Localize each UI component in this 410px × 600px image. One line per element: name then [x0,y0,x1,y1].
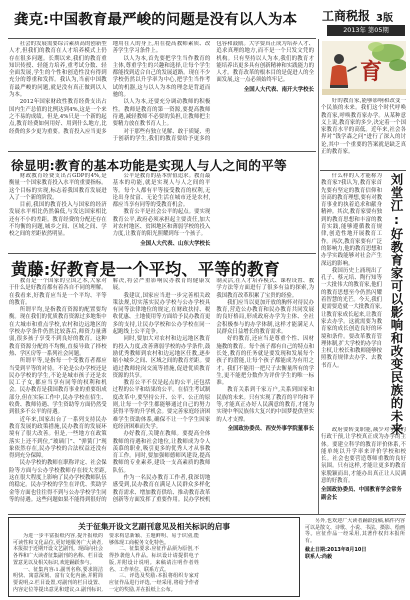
author-credit: 全国人大代表、山东大学校长 [140,240,211,247]
article-paragraph: 教育是一个国家的立国之本,大家对于什么是好教育都有着各自不同的理解。在我看来,好教育应当是一个平均、平等的教育。 [9,278,107,306]
headline-huangteng: 黄藤:好教育是一个平均、平等的教育 [11,260,280,279]
notice-title: 关于征集开设文艺副刊意见及相关标识的启事 [78,522,230,531]
notice-paragraph: 三、评选及奖励:本报将组织专家对应征作品进行评选,一经采用,将给予作者一定的奖励,并在报纸上公布。 [109,573,199,593]
article-paragraph: 对于那些有独立见解、敢于质疑、勇于创新的学生,我们的教育要给予更多的包容和鼓励。大学要真正成为培养人才、追求真理的地方,而不是一个只发文凭的机构。只有坚持以人为本,我们的教育才能培养出更多具有创新精神和实践能力的人才。教育改革的根本目的是促进人的全面发展,这一点必须始终牢记。 [112,41,314,142]
article-huangteng [9,278,314,511]
notice-side-paragraph: 另外,也欢迎广大读者踊跃投稿,稿件内容可以是散文、诗歌、小说、书法、摄影、绘画等。应征作品一经采用,其著作权归本报所有。 [305,518,405,545]
notice-paragraph: 二、征集要求:应征作品须为原创,不得抄袭他人作品。标识设计请提供电子版,并附设计说明。来稿请注明作者姓名、工作单位、联系方式。 [109,546,199,573]
article-paragraph: 好的教育,还应当是尊重个性、因材施教的教育。每个孩子都有自己的特点和长处,教育的任务就是要发现和发展每个孩子的潜能,让每个孩子都能成为有用之才。我们不能用一把尺子去衡量所有的学生,更不能把分数作为评价学生的唯一标准。 [216,336,314,387]
article-paragraph: 公平是教育的基本价值追求。教育最基本的功能,就是实现人与人之间的平等。每个人都有平等接受教育的权利,无论出身贫富、无论生活在城市还是农村,都应当享有同等的受教育机会。 [112,173,211,209]
notice-side-info [305,518,405,597]
headline-gongke: 龚克:中国教育最严峻的问题是没有以人为本 [14,12,298,28]
author-credit: 全国政协委员、西安外事学院董事长 [227,425,314,432]
notice-body [13,533,295,594]
notice-deadline: 截止日期:2013年8月10日 [305,546,367,553]
article-liutangjiang-middle [321,173,382,423]
author-credit: 全国人大代表、南开大学校长 [243,86,314,93]
rule-bottom [8,514,406,515]
article-liutangjiang-end [321,427,406,512]
headline-xuxianming: 徐显明:教育的基本功能是实现人与人之间的平等 [11,158,287,173]
article-paragraph: 什么样的人才能称为教育家?我认为,教育家首先要有坚定的教育信仰和崇高的教育理想,要有对教育事业的执着追求和献身精神。其次,教育家要有独到的教育思想和丰富的教育实践,能够遵循教育规律,创造性地开展教育工作。再次,教育家要有广泛的影响力,他的教育思想和办学实践能够对社会产生深远的影响。 [321,173,382,267]
notice-paragraph: 一、征集内容:1.副刊名称,要求简洁明快、寓意深刻、富有文化内涵,并附简要说明;2.栏目设置,对副刊的栏目设置、内容定位等提出意见和建议;3.副刊标识,要求构思新颖、主题鲜明、易于识别,能够体现工商税务文化特色。 [13,533,199,593]
author-credit: 全国政协委员、中国教育学会常务副会长 [321,487,402,501]
rule-right-column [318,39,319,514]
paper-name: 工商税报 [322,9,371,23]
article-paragraph: 财政教育经费支出占GDP的4%,是衡量一个国家教育投入水平的重要指标。这个目标的实现,标志着我国教育发展进入了一个新的阶段。 [9,173,107,201]
article-paragraph: 教育公平不仅是起点的公平,还包括过程的公平和结果的公平。在招生考试制度改革中,要坚持公开、公平、公正的原则,让每一个学生都能够通过自己的努力获得平等的升学机会。要完善家庭经济困难学生资助体系,确保不让一个学生因家庭经济困难而失学。 [112,380,211,430]
article-paragraph: 目前,我国的教育投入与国家的经济发展水平相比仍然偏低,与发达国家相比还有不小的差距。教育经费的分配还存在不均衡的问题,城乡之间、区域之间、学校之间的差距依然明显。 [9,202,107,238]
education-graphic [322,41,406,95]
page-number: 3版 [376,13,393,24]
article-paragraph: 我国历史上涌现出了孔子、蔡元培、陶行知等一大批伟大的教育家,他们的教育思想至今仍然闪耀着智慧的光芒。今天,我们更需要造就一大批教育家,让教育家成长起来,让教育家去办学。这就需要为教育家的成长创造良好的环境和条件。要改革教育管理体制,扩大学校的办学自主权,让校长和教师能够按照教育规律去办学、去教书育人。 [321,267,382,369]
article-paragraph: 政府要转变职能,减少对学校的行政干预,让学校真正成为办学的主体。要建立科学的教育评价体系,不能单纯以升学率来评价学校和校长。社会也要营造尊师重教的良好氛围。只有这样,才能让更多的教育家脱颖而出,才能办出真正让人民满意的好教育。 [321,427,406,485]
article-paragraph: 好的教育家,能够影响和改变一个民族的未来。我们这个时代呼唤教育家,呼唤教育家办学。从某种意义上说,教育家的多少,决定着一个国家教育水平的高低。近年来,社会各界对“钱学森之问”进行了深入的讨论,其中一个重要的答案就是缺乏真正的教育家。 [321,98,406,156]
article-paragraph: 教育关系到千家万户,关系到国家和民族的未来。只有实现了教育的平均和平等,才能真正办好人民满意的教育,才能为实现中华民族伟大复兴的中国梦提供坚实的人才支撑。 [216,387,314,423]
rule-divider [8,253,316,254]
headline-liutangjiang: 刘堂江:好教育家可以影响和改变民族的未来 [389,173,404,436]
article-paragraph: 同时,要加大对农村和边远地区教育的投入力度,改善薄弱学校的办学条件,鼓励优秀教师到农村和边远地区任教,逐步缩小城乡之间、区域之间的教育差距。要通过教师轮岗交流等措施,促进优质教育资源的共享。 [112,336,211,379]
article-liutangjiang-intro [321,98,406,169]
issue-label: 2013年 第05期 [327,25,405,36]
article-paragraph: 民办学校的教师在职称评定、社会保险等方面与公办学校教师存在较大差距,这在很大程度上影响了民办学校教师队伍的稳定。民办学校的学生在评优、奖助学金等方面也往往得不到与公办学校学生同等的待遇。这些问题如果不能得到很好的解决,将会严重影响民办教育的健康发展。 [9,278,211,503]
rule-divider [320,170,406,171]
article-paragraph: 作为一名民办教育工作者,我深切地感受到,民办教育在满足人民群众多样化教育需求、增加教育供给、推动教育改革创新等方面发挥了重要作用。民办学校机制灵活,在人才培养模式、课程设置、教学方法等方面进行了很多有益的探索,为我国教育改革积累了宝贵的经验。 [112,278,314,503]
notice-box [8,517,300,597]
article-paragraph: 所谓平等,是指每一个受教育者都应当受到平等的对待。不论是公办学校还是民办学校的学生,不论是城市孩子还是农民工子女,都应当享有同等的权利和机会。民办教育是我国教育事业的重要组成部分,但在实际工作中,民办学校在招生、收费、教师待遇、学生资助等方面仍然受到很多不公平的待遇。 [9,358,107,416]
article-paragraph: 所谓平均,是指教育资源的配置要均衡。现在我们的优质教育资源过多地集中在大城市和重点学校,农村和边远地区的学校办学条件仍然比较落后,师资力量薄弱,很多孩子享受不到良好的教育。这种教育资源分配的不均衡,直接导致了择校热、学区房等一系列社会问题。 [9,307,107,357]
article-paragraph: 以人为本,还要充分调动教师的积极性。教师是教育的第一资源,要提高教师待遇,减轻教师不必要的负担,让教师把主要精力放在教书育人上。 [112,99,211,128]
article-paragraph: 以人为本,首先要把学生当作教育的主体,尊重学生的兴趣和选择,让每个学生都能找到适合自己的发展道路。现在不少学校仍然以升学率为中心,把学生当作考试的机器,这与以人为本的理念是背道而驰的。 [112,55,211,99]
article-paragraph: 2012年国家财政性教育经费支出占国内生产总值的比例达到4%,这是一个来之不易的成绩。但是,4%只是一个新的起点,教育经费如何用好、用到什么地方,比经费的多少更为重要。教育投入应当更多地用在人的身上,用在提高教师素质、改善学生学习条件上。 [9,41,211,135]
article-paragraph: 我建议,国家应当进一步完善相关政策法规,切实落实民办学校与公办学校具有同等法律地位的规定,在财政扶持、税收优惠、土地使用等方面给予民办教育更多的支持,让民办学校和公办学校在同一起跑线上公平竞争。 [112,292,211,336]
rule-top [8,38,316,39]
article-paragraph: 近年来,国家出台了一系列支持民办教育发展的政策措施,民办教育的发展环境有了很大改善。但是,一些地方在政策落实上还不到位,“玻璃门”、“弹簧门”现象依然存在,民办学校的合法权益还没有得到充分保障。 [9,416,107,460]
article-paragraph: 教育公平是社会公平的起点。要实现教育公平,政府必须承担起主要责任,加大对农村地区、贫困地区和薄弱学校的投入力度,让教育的阳光照耀到每一个孩子。 [112,209,211,238]
article-paragraph: 办好教育,关键在教师。要提高全体教师的待遇和社会地位,让教师成为令人羡慕的职业,吸引更多的优秀人才从事教育工作。同时,要加强师德师风建设,提高教师的专业素养,建设一支高素质的教师队伍。 [112,431,211,474]
article-paragraph: 社会的发展需要综合素质高的创新型人才,但我们的教育在人才培养模式上仍存在很多问题。长期以来,我们的教育重知识传授、轻能力培养,重考试分数、轻全面发展,学生的个性和创造性没有得到充分的尊重和发挥。我认为,当前中国教育最严峻的问题,就是没有真正做到以人为本。 [9,41,107,99]
notice-contact: 联系人:尚毅 [305,553,333,560]
notice-paragraph: 为进一步丰富报纸内容,提升报纸的可读性和文化品位,更好地服务广大读者,本报拟于近期开设文艺副刊。现面向社会各界和广大读者征集副刊的名称、栏目设置意见以及相关标识,欢迎踊跃参与。 [13,533,104,566]
graphic-character: 育 [360,60,383,85]
article-xuxianming [9,173,314,250]
rule-divider [8,151,316,152]
article-paragraph: 我们应当以更加开放的胸怀对待民办教育,营造公办教育和民办教育共同发展的良好格局,形成政府办学为主体、全社会积极参与的办学体制,这样才能满足人民群众日益增长的教育需求。 [216,299,314,336]
article-gongke [9,41,314,149]
